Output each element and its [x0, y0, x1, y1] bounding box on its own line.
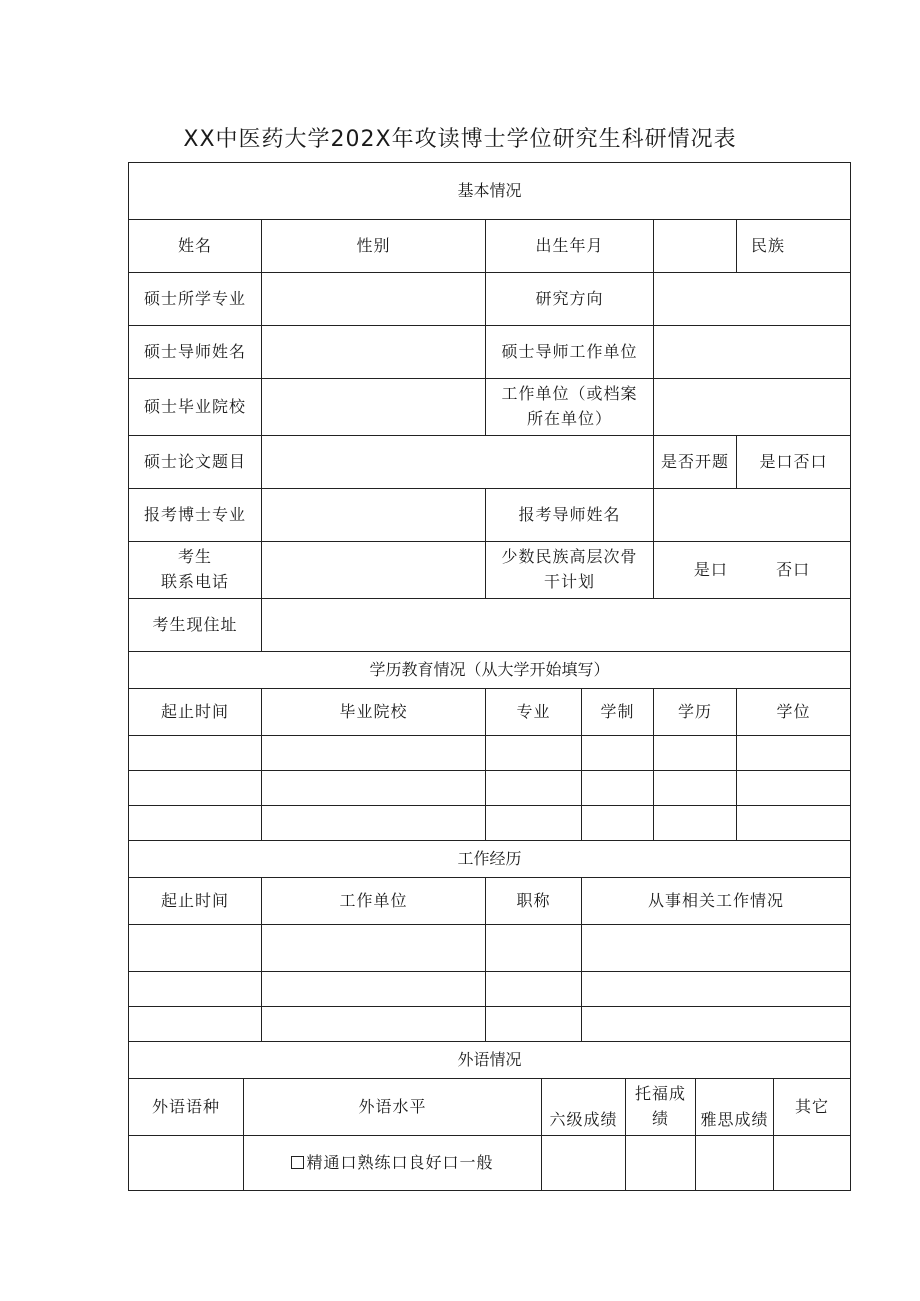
edu-header-period: 起止时间	[129, 689, 262, 736]
table-cell[interactable]	[654, 736, 737, 771]
section-title-work: 工作经历	[129, 841, 851, 878]
lang-level-options-text: 精通口熟练口良好口一般	[306, 1152, 494, 1172]
table-cell[interactable]	[737, 736, 851, 771]
work-header-period: 起止时间	[129, 878, 262, 925]
table-cell[interactable]	[486, 771, 582, 806]
table-row	[129, 972, 851, 1007]
label-work-unit-line2: 所在单位）	[526, 409, 612, 428]
section-title-language: 外语情况	[129, 1042, 851, 1079]
section-title-basic: 基本情况	[129, 163, 851, 220]
table-row	[129, 436, 851, 489]
minority-yes-no-checkboxes[interactable]	[654, 542, 851, 599]
table-cell[interactable]	[262, 1007, 486, 1042]
table-cell[interactable]	[262, 806, 486, 841]
table-cell[interactable]	[262, 771, 486, 806]
field-research-direction[interactable]	[654, 273, 851, 326]
field-thesis-title[interactable]	[262, 436, 654, 489]
lang-header-toefl	[626, 1079, 696, 1136]
table-row	[129, 736, 851, 771]
table-cell[interactable]	[129, 736, 262, 771]
edu-header-major: 专业	[486, 689, 582, 736]
table-header-row	[129, 878, 851, 925]
main-form-table	[128, 162, 851, 1042]
table-cell[interactable]	[654, 771, 737, 806]
label-work-unit	[486, 379, 654, 436]
language-table	[128, 1041, 851, 1191]
lang-header-toefl-line2: 绩	[651, 1109, 669, 1128]
table-row	[129, 379, 851, 436]
table-row	[129, 806, 851, 841]
table-row	[129, 599, 851, 652]
section-row-language	[129, 1042, 851, 1079]
table-row	[129, 489, 851, 542]
table-cell[interactable]	[129, 925, 262, 972]
field-birth[interactable]	[654, 220, 737, 273]
table-cell[interactable]	[737, 806, 851, 841]
table-cell[interactable]	[654, 806, 737, 841]
section-row-work	[129, 841, 851, 878]
label-work-unit-line1: 工作单位（或档案	[501, 384, 638, 404]
table-cell[interactable]	[262, 736, 486, 771]
field-master-supervisor-unit[interactable]	[654, 326, 851, 379]
work-header-unit: 工作单位	[262, 878, 486, 925]
section-row-basic	[129, 163, 851, 220]
field-applied-supervisor[interactable]	[654, 489, 851, 542]
section-row-education	[129, 652, 851, 689]
table-row	[129, 771, 851, 806]
field-address[interactable]	[262, 599, 851, 652]
table-cell[interactable]	[129, 1007, 262, 1042]
lang-header-other: 其它	[774, 1079, 851, 1136]
minority-yes-option[interactable]: 是口	[693, 559, 728, 579]
table-header-row	[129, 1079, 851, 1136]
label-birth: 出生年月	[486, 220, 654, 273]
table-cell[interactable]	[486, 806, 582, 841]
table-cell[interactable]	[129, 806, 262, 841]
label-minority-plan	[486, 542, 654, 599]
label-research-direction: 研究方向	[486, 273, 654, 326]
minority-no-option[interactable]: 否口	[776, 559, 811, 579]
label-address: 考生现住址	[129, 599, 262, 652]
work-header-related: 从事相关工作情况	[582, 878, 851, 925]
label-contact-line1: 考生	[177, 547, 212, 567]
label-ethnicity: 民族	[737, 220, 851, 273]
table-cell[interactable]	[582, 1007, 851, 1042]
field-applied-major[interactable]	[262, 489, 486, 542]
table-cell[interactable]	[129, 972, 262, 1007]
table-row	[129, 925, 851, 972]
lang-level-options[interactable]	[244, 1136, 542, 1191]
table-cell[interactable]	[582, 771, 654, 806]
label-gender: 性别	[262, 220, 486, 273]
table-cell[interactable]	[582, 806, 654, 841]
field-toefl[interactable]	[626, 1136, 696, 1191]
table-row	[129, 1007, 851, 1042]
field-contact[interactable]	[262, 542, 486, 599]
table-cell[interactable]	[486, 972, 582, 1007]
table-cell[interactable]	[486, 925, 582, 972]
checkbox-icon[interactable]	[291, 1156, 304, 1169]
label-thesis-title: 硕士论文题目	[129, 436, 262, 489]
field-master-supervisor[interactable]	[262, 326, 486, 379]
edu-header-school: 毕业院校	[262, 689, 486, 736]
label-master-school: 硕士毕业院校	[129, 379, 262, 436]
label-name: 姓名	[129, 220, 262, 273]
label-contact-line2: 联系电话	[160, 572, 229, 591]
work-header-title: 职称	[486, 878, 582, 925]
table-row	[129, 220, 851, 273]
field-ielts[interactable]	[696, 1136, 774, 1191]
lang-header-cet6: 六级成绩	[542, 1079, 626, 1136]
table-cell[interactable]	[486, 736, 582, 771]
label-master-supervisor: 硕士导师姓名	[129, 326, 262, 379]
field-master-major[interactable]	[262, 273, 486, 326]
page-title: XX中医药大学202X年攻读博士学位研究生科研情况表	[183, 127, 737, 152]
label-minority-line1: 少数民族高层次骨	[501, 547, 638, 567]
table-cell[interactable]	[129, 771, 262, 806]
lang-header-type: 外语语种	[129, 1079, 244, 1136]
label-minority-line2: 干计划	[543, 572, 595, 591]
lang-header-toefl-line1: 托福成	[634, 1084, 686, 1104]
section-title-education: 学历教育情况（从大学开始填写）	[129, 652, 851, 689]
field-work-unit[interactable]	[654, 379, 851, 436]
label-proposal-done: 是否开题	[654, 436, 737, 489]
table-cell[interactable]	[582, 925, 851, 972]
label-applied-major: 报考博士专业	[129, 489, 262, 542]
table-cell[interactable]	[737, 771, 851, 806]
label-master-major: 硕士所学专业	[129, 273, 262, 326]
table-row	[129, 542, 851, 599]
table-cell[interactable]	[262, 925, 486, 972]
table-row	[129, 1136, 851, 1191]
table-cell[interactable]	[262, 972, 486, 1007]
table-cell[interactable]	[582, 736, 654, 771]
lang-header-level: 外语水平	[244, 1079, 542, 1136]
label-contact	[129, 542, 262, 599]
table-row	[129, 273, 851, 326]
table-cell[interactable]	[582, 972, 851, 1007]
table-header-row	[129, 689, 851, 736]
label-applied-supervisor: 报考导师姓名	[486, 489, 654, 542]
field-other[interactable]	[774, 1136, 851, 1191]
label-master-supervisor-unit: 硕士导师工作单位	[486, 326, 654, 379]
edu-header-duration: 学制	[582, 689, 654, 736]
proposal-yes-no-checkboxes[interactable]: 是口否口	[737, 436, 851, 489]
field-lang-type[interactable]	[129, 1136, 244, 1191]
field-cet6[interactable]	[542, 1136, 626, 1191]
table-cell[interactable]	[486, 1007, 582, 1042]
table-row	[129, 326, 851, 379]
edu-header-education: 学历	[654, 689, 737, 736]
edu-header-degree: 学位	[737, 689, 851, 736]
lang-header-ielts: 雅思成绩	[696, 1079, 774, 1136]
field-master-school[interactable]	[262, 379, 486, 436]
